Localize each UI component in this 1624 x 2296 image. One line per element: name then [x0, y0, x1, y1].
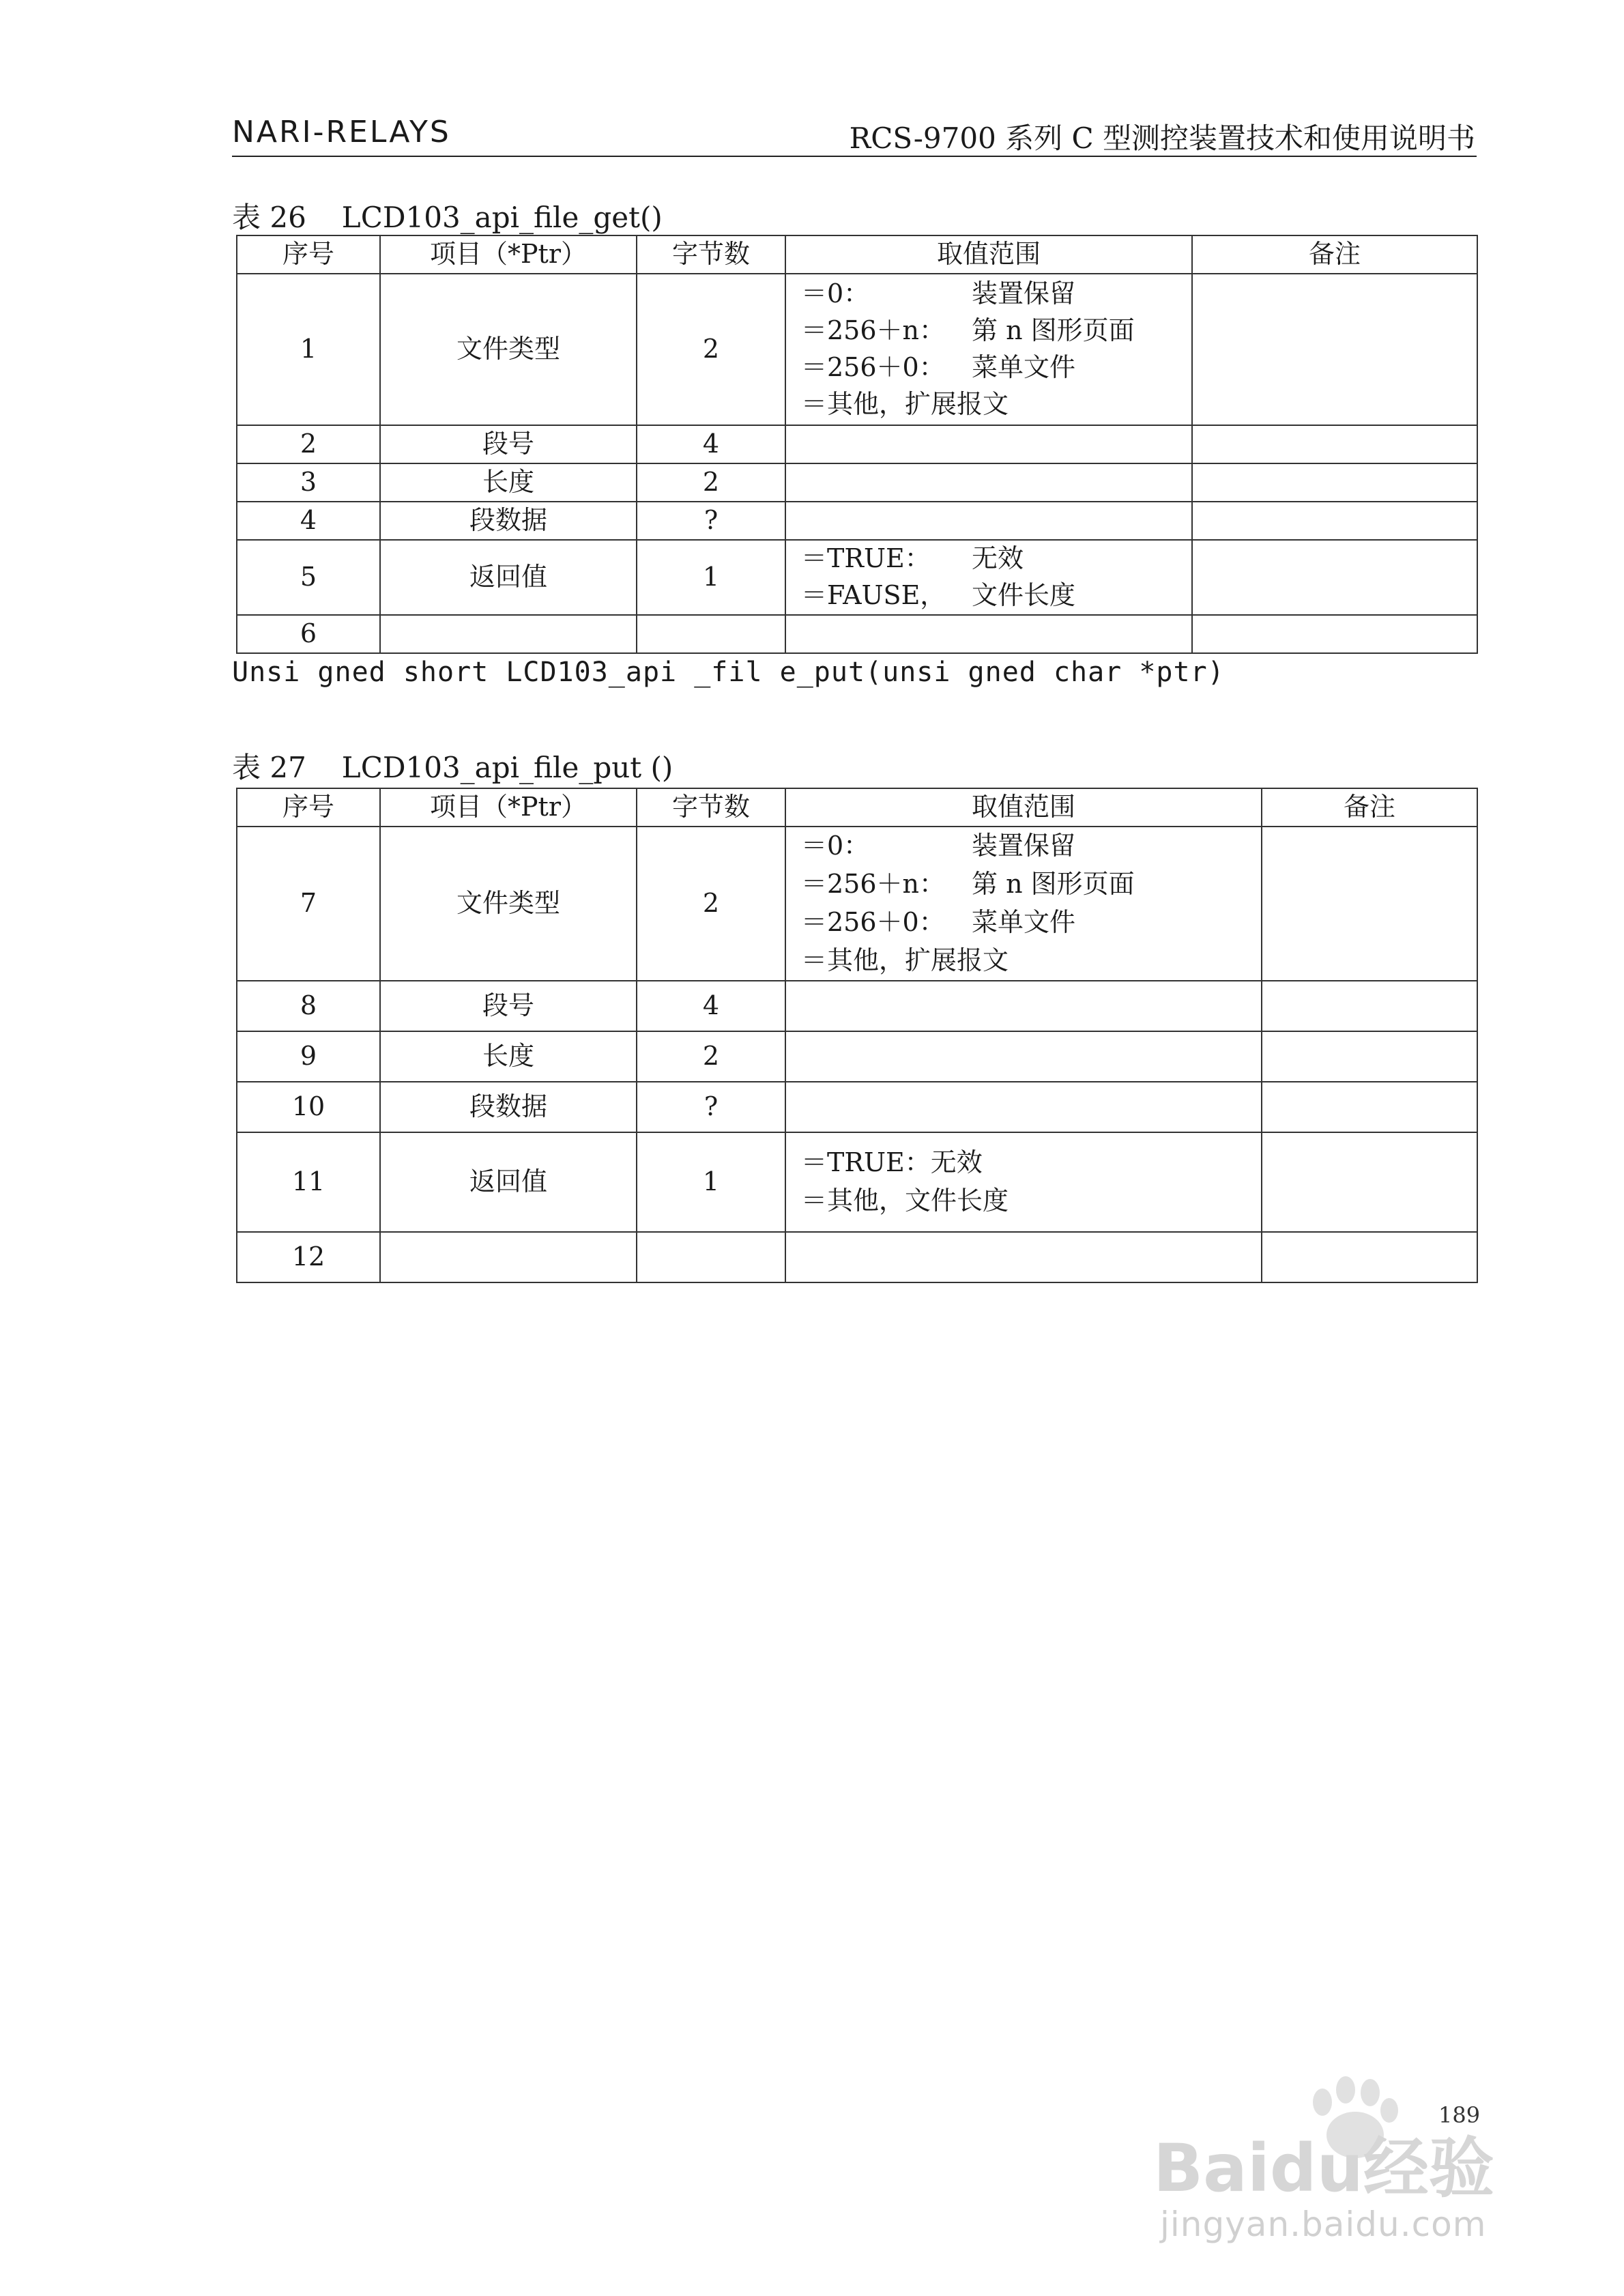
table26-row: [237, 463, 1477, 502]
table26-header-cell: 取值范围: [785, 235, 1192, 274]
item-cell: 返回值: [380, 540, 637, 615]
row-number-cell: 3: [237, 463, 380, 502]
value-range-line: [801, 386, 1191, 423]
remark-cell: [1262, 1132, 1477, 1232]
item-cell: 段数据: [380, 1082, 637, 1132]
value-range-cell: [785, 827, 1262, 981]
table27-caption: [232, 745, 673, 786]
table26-row: [237, 274, 1477, 425]
table26-header-cell: 字节数: [637, 235, 785, 274]
row-number-cell: 1: [237, 274, 380, 425]
table26-header-cell: 备注: [1192, 235, 1477, 274]
row-number-cell: 6: [237, 615, 380, 653]
remark-cell: [1192, 502, 1477, 540]
value-range-cell: [785, 981, 1262, 1031]
remark-cell: [1192, 463, 1477, 502]
table27-header-row: [237, 788, 1477, 827]
remark-cell: [1262, 1082, 1477, 1132]
byte-count-cell: [637, 615, 785, 653]
value-range-line: [801, 904, 1261, 942]
table26-caption: [232, 195, 663, 236]
value-range-line: [801, 942, 1261, 980]
byte-count-cell: 2: [637, 827, 785, 981]
table27-header-cell: 项目（*Ptr）: [380, 788, 637, 827]
table26-row: [237, 615, 1477, 653]
company-name: NARI-RELAYS: [232, 115, 451, 149]
item-cell: 段数据: [380, 502, 637, 540]
row-number-cell: 8: [237, 981, 380, 1031]
table27-header-cell: 字节数: [637, 788, 785, 827]
value-range-meaning: 装置保留: [972, 831, 1076, 861]
value-range-line: [801, 313, 1191, 349]
item-cell: 文件类型: [380, 274, 637, 425]
function-signature: Unsi gned short LCD103_api _fil e_put(unsi gned char *ptr): [232, 657, 1225, 688]
remark-cell: [1262, 1031, 1477, 1082]
value-range-cell: [785, 1031, 1262, 1082]
remark-cell: [1192, 540, 1477, 615]
row-number-cell: 11: [237, 1132, 380, 1232]
byte-count-cell: 2: [637, 274, 785, 425]
value-range-key: ＝TRUE：: [801, 543, 931, 574]
value-range-line: [801, 349, 1191, 386]
item-cell: [380, 1232, 637, 1282]
table26-row: [237, 540, 1477, 615]
value-range-line: [801, 276, 1191, 313]
item-cell: 文件类型: [380, 827, 637, 981]
value-range-meaning: 文件长度: [972, 580, 1076, 611]
value-range-line: [801, 1144, 1261, 1182]
table26-header-cell: 项目（*Ptr）: [380, 235, 637, 274]
table26: [236, 235, 1478, 654]
value-range-cell: [785, 1082, 1262, 1132]
remark-cell: [1262, 827, 1477, 981]
table27-header-cell: 备注: [1262, 788, 1477, 827]
value-range-meaning: 无效: [972, 543, 1024, 574]
byte-count-cell: 1: [637, 1132, 785, 1232]
byte-count-cell: 4: [637, 981, 785, 1031]
value-range-cell: [785, 1132, 1262, 1232]
remark-cell: [1262, 981, 1477, 1031]
item-cell: 段号: [380, 425, 637, 463]
value-range-key: ＝256＋n：: [801, 315, 946, 346]
value-range-key: ＝0：: [801, 278, 870, 309]
value-range-cell: [785, 540, 1192, 615]
table27-row: [237, 827, 1477, 981]
byte-count-cell: 1: [637, 540, 785, 615]
row-number-cell: 2: [237, 425, 380, 463]
table26-row: [237, 502, 1477, 540]
value-range-key: ＝其他，扩展报文: [801, 389, 1009, 420]
value-range-key: ＝其他，扩展报文: [801, 945, 1009, 976]
byte-count-cell: ?: [637, 1082, 785, 1132]
item-cell: 返回值: [380, 1132, 637, 1232]
value-range-meaning: 装置保留: [972, 278, 1076, 309]
table27-row: [237, 1232, 1477, 1282]
row-number-cell: 12: [237, 1232, 380, 1282]
value-range-cell: [785, 274, 1192, 425]
value-range-key: ＝256＋0：: [801, 907, 945, 938]
remark-cell: [1192, 615, 1477, 653]
remark-cell: [1262, 1232, 1477, 1282]
item-cell: 长度: [380, 463, 637, 502]
value-range-line: [801, 865, 1261, 904]
value-range-line: [801, 577, 1191, 614]
row-number-cell: 7: [237, 827, 380, 981]
table27-caption-prefix: 表 27: [232, 751, 306, 784]
item-cell: 段号: [380, 981, 637, 1031]
table27-caption-function: LCD103_api_file_put (): [341, 751, 673, 784]
value-range-meaning: 第 n 图形页面: [972, 869, 1135, 900]
page-number: 189: [1438, 2102, 1481, 2128]
baidu-watermark-url: jingyan.baidu.com: [1160, 2205, 1487, 2244]
value-range-cell: [785, 1232, 1262, 1282]
byte-count-cell: ?: [637, 502, 785, 540]
remark-cell: [1192, 425, 1477, 463]
row-number-cell: 5: [237, 540, 380, 615]
table27: [236, 788, 1478, 1283]
table27-row: [237, 1031, 1477, 1082]
item-cell: [380, 615, 637, 653]
value-range-meaning: 第 n 图形页面: [972, 315, 1135, 346]
remark-cell: [1192, 274, 1477, 425]
document-title: RCS-9700 系列 C 型测控装置技术和使用说明书: [849, 121, 1475, 155]
baidu-watermark-brand: Baidu经验: [1153, 2130, 1494, 2207]
value-range-key: ＝FAUSE，: [801, 580, 946, 611]
table26-row: [237, 425, 1477, 463]
table26-header-row: [237, 235, 1477, 274]
item-cell: 长度: [380, 1031, 637, 1082]
table27-row: [237, 981, 1477, 1031]
value-range-line: [801, 541, 1191, 577]
table27-header-cell: 序号: [237, 788, 380, 827]
value-range-key: ＝256＋n：: [801, 869, 946, 900]
value-range-key: ＝0：: [801, 831, 870, 861]
value-range-meaning: 菜单文件: [972, 352, 1076, 383]
byte-count-cell: 2: [637, 463, 785, 502]
header-rule: [232, 156, 1477, 157]
table26-caption-prefix: 表 26: [232, 201, 306, 234]
value-range-key: ＝TRUE：无效: [801, 1147, 983, 1178]
byte-count-cell: 2: [637, 1031, 785, 1082]
table27-header-cell: 取值范围: [785, 788, 1262, 827]
table27-row: [237, 1082, 1477, 1132]
value-range-meaning: 菜单文件: [972, 907, 1076, 938]
row-number-cell: 9: [237, 1031, 380, 1082]
byte-count-cell: 4: [637, 425, 785, 463]
byte-count-cell: [637, 1232, 785, 1282]
table26-header-cell: 序号: [237, 235, 380, 274]
value-range-cell: [785, 615, 1192, 653]
value-range-cell: [785, 463, 1192, 502]
row-number-cell: 4: [237, 502, 380, 540]
table26-caption-function: LCD103_api_file_get(): [341, 201, 663, 234]
value-range-cell: [785, 502, 1192, 540]
row-number-cell: 10: [237, 1082, 380, 1132]
value-range-line: [801, 827, 1261, 865]
value-range-line: [801, 1182, 1261, 1220]
table27-row: [237, 1132, 1477, 1232]
value-range-cell: [785, 425, 1192, 463]
value-range-key: ＝其他，文件长度: [801, 1186, 1009, 1216]
value-range-key: ＝256＋0：: [801, 352, 945, 383]
